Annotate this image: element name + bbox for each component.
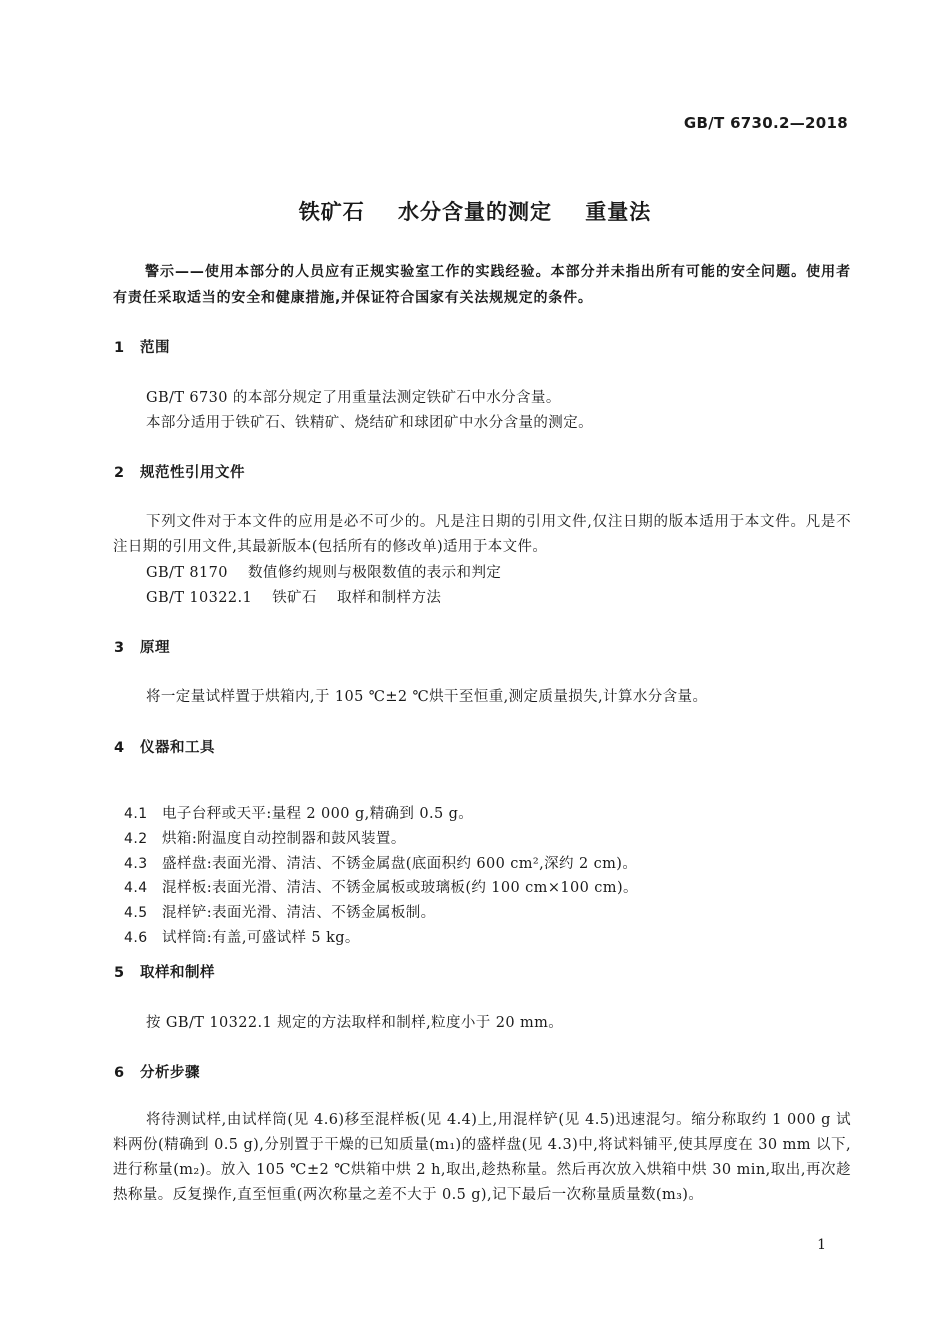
section-title: 取样和制样	[140, 965, 215, 981]
section-title: 分析步骤	[140, 1065, 200, 1081]
item-number: 4.3	[124, 856, 148, 872]
reference-gbt8170: GB/T 8170 数值修约规则与极限数值的表示和判定	[146, 565, 502, 581]
section-6-heading	[114, 1061, 200, 1082]
item-number: 4.1	[124, 806, 148, 822]
section-title: 仪器和工具	[140, 740, 215, 756]
item-number: 4.4	[124, 880, 148, 896]
item-text: 烘箱:附温度自动控制器和鼓风装置。	[162, 831, 406, 847]
item-text: 试样筒:有盖,可盛试样 5 kg。	[162, 930, 360, 946]
section-number: 6	[114, 1065, 125, 1081]
section-number: 2	[114, 465, 125, 481]
item-text: 混样板:表面光滑、清洁、不锈金属板或玻璃板(约 100 cm×100 cm)。	[162, 880, 638, 896]
item-text: 盛样盘:表面光滑、清洁、不锈金属盘(底面积约 600 cm²,深约 2 cm)。	[162, 856, 638, 872]
item-number: 4.5	[124, 905, 148, 921]
reference-gbt10322: GB/T 10322.1 铁矿石 取样和制样方法	[146, 590, 442, 606]
section-2-heading	[114, 461, 245, 482]
section-number: 4	[114, 740, 125, 756]
sampling-paragraph: 按 GB/T 10322.1 规定的方法取样和制样,粒度小于 20 mm。	[146, 1015, 564, 1031]
item-number: 4.2	[124, 831, 148, 847]
section-number: 5	[114, 965, 125, 981]
item-number: 4.6	[124, 930, 148, 946]
item-text: 电子台秤或天平:量程 2 000 g,精确到 0.5 g。	[162, 806, 474, 822]
warning-paragraph: 警示——使用本部分的人员应有正规实验室工作的实践经验。本部分并未指出所有可能的安全问题。使用者有责任采取适当的安全和健康措施,并保证符合国家有关法规规定的条件。	[113, 264, 851, 306]
section-5-heading	[114, 961, 215, 982]
section-4-heading	[114, 736, 215, 757]
section-title: 规范性引用文件	[140, 465, 245, 481]
scope-line-2: 本部分适用于铁矿石、铁精矿、烧结矿和球团矿中水分含量的测定。	[146, 415, 593, 431]
item-text: 混样铲:表面光滑、清洁、不锈金属板制。	[162, 905, 436, 921]
procedure-paragraph: 将待测试样,由试样筒(见 4.6)移至混样板(见 4.4)上,用混样铲(见 4.5)迅速混匀。缩分称取约 1 000 g 试料两份(精确到 0.5 g),分别置于干燥的已知质量(m₁)的盛样盘(见 4.3)中,将试料铺平,使其厚度在 30 mm 以下,进行称量(m₂)。放入 105 ℃±2 ℃烘箱中烘 2 h,取出,趁热称量。然后再次放入烘箱中烘 30 min,取出,再次趁热称量。反复操作,直至恒重(两次称量之差不大于 0.5 g),记下最后一次称量质量数(m₃)。	[113, 1112, 851, 1203]
normative-references-paragraph: 下列文件对于本文件的应用是必不可少的。凡是注日期的引用文件,仅注日期的版本适用于本文件。凡是不注日期的引用文件,其最新版本(包括所有的修改单)适用于本文件。	[113, 514, 851, 555]
principle-paragraph: 将一定量试样置于烘箱内,于 105 ℃±2 ℃烘干至恒重,测定质量损失,计算水分含量。	[146, 689, 708, 705]
standard-id: GB/T 6730.2—2018	[683, 114, 848, 132]
section-title: 范围	[140, 340, 170, 356]
apparatus-item	[114, 910, 360, 947]
page-title: 铁矿石 水分含量的测定 重量法	[298, 200, 652, 224]
section-title: 原理	[140, 640, 170, 656]
section-1-heading	[114, 336, 170, 357]
page-number: 1	[817, 1237, 826, 1253]
section-3-heading	[114, 636, 170, 657]
scope-line-1: GB/T 6730 的本部分规定了用重量法测定铁矿石中水分含量。	[146, 390, 561, 406]
section-number: 1	[114, 340, 125, 356]
section-number: 3	[114, 640, 125, 656]
